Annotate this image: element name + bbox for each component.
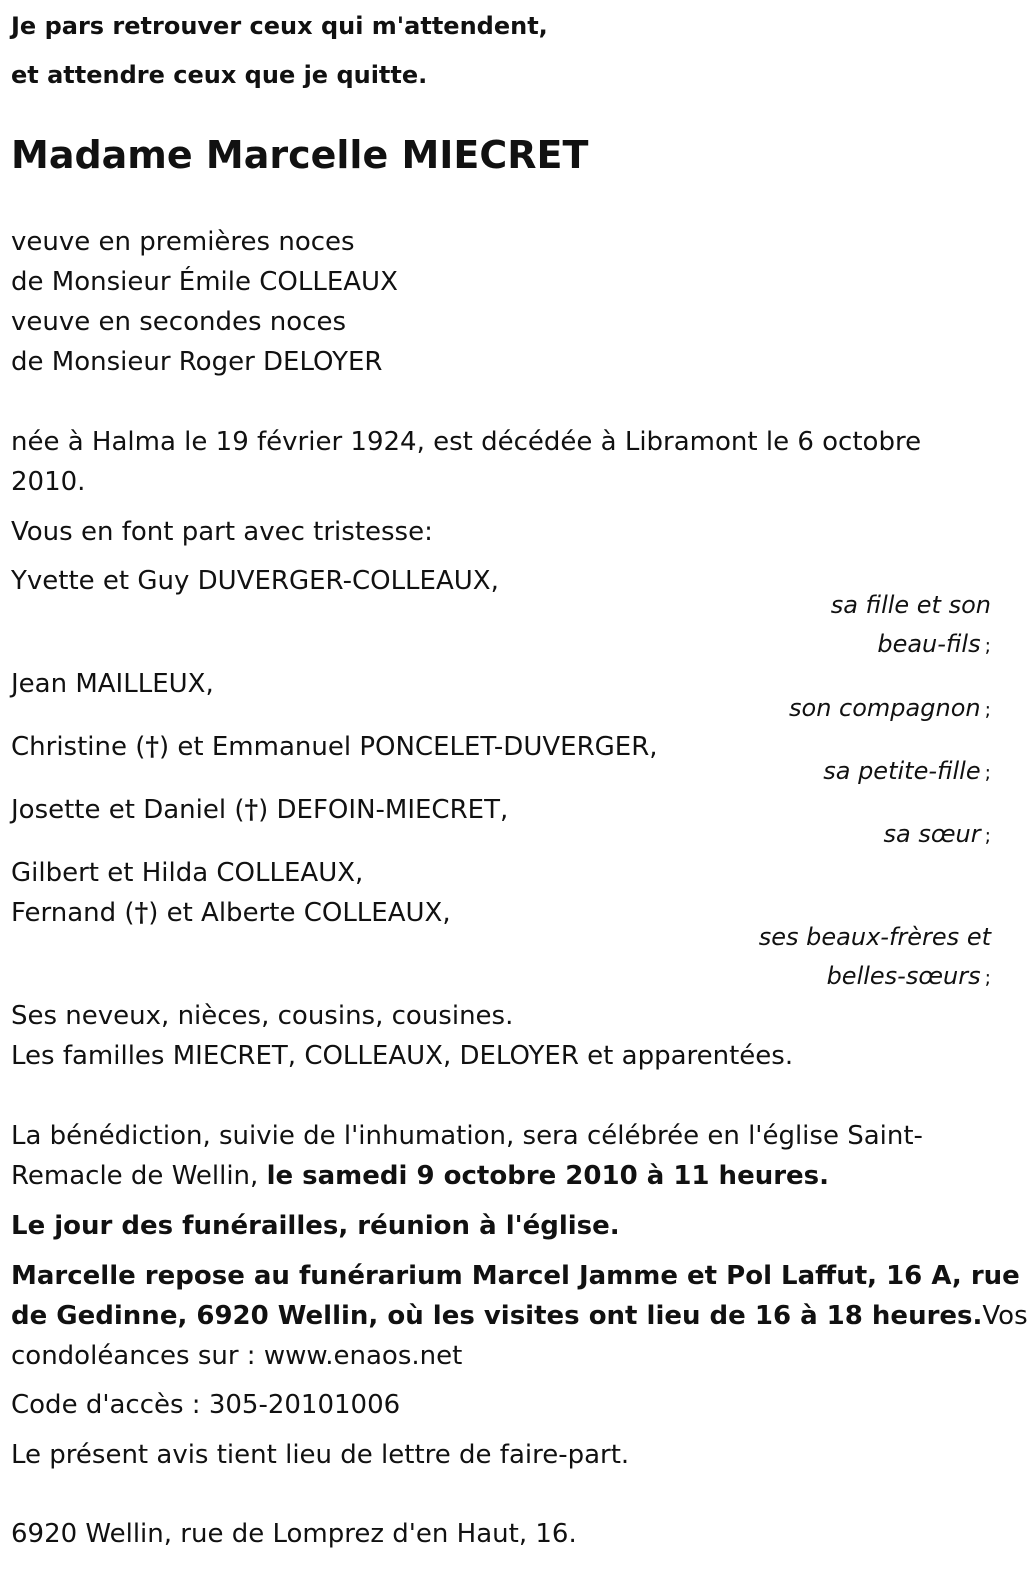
family-role-56b: belles-sœurs ; (826, 962, 991, 990)
widow-line-3: veuve en secondes noces (11, 307, 347, 337)
funerarium-line-1: Marcelle repose au funérarium Marcel Jamme et Pol Laffut, 16 A, rue (11, 1261, 1020, 1291)
family-role-1b: beau-fils ; (877, 630, 991, 658)
family-role-3: sa petite-fille ; (823, 757, 991, 785)
deceased-cross-icon: † (244, 795, 259, 825)
birth-death-line-1: née à Halma le 19 février 1924, est décédée à Libramont le 6 octobre (11, 427, 922, 457)
ceremony-line-1: La bénédiction, suivie de l'inhumation, sera célébrée en l'église Saint- (11, 1121, 923, 1151)
widow-line-2: de Monsieur Émile COLLEAUX (11, 267, 398, 297)
family-name-3: Christine (†) et Emmanuel PONCELET-DUVERGER, (11, 732, 658, 762)
family-role-2: son compagnon ; (789, 694, 991, 722)
meeting-line: Le jour des funérailles, réunion à l'église. (11, 1211, 620, 1241)
motto-line-1: Je pars retrouver ceux qui m'attendent, (11, 12, 548, 40)
announce-line: Vous en font part avec tristesse: (11, 517, 433, 547)
family-name-1: Yvette et Guy DUVERGER-COLLEAUX, (11, 566, 499, 596)
widow-line-4: de Monsieur Roger DELOYER (11, 347, 383, 377)
funerarium-line-3: condoléances sur : www.enaos.net (11, 1341, 463, 1371)
address-line: 6920 Wellin, rue de Lomprez d'en Haut, 16. (11, 1519, 577, 1549)
family-name-4: Josette et Daniel (†) DEFOIN-MIECRET, (11, 795, 509, 825)
deceased-cross-icon: † (134, 898, 149, 928)
family-name-5: Gilbert et Hilda COLLEAUX, (11, 858, 364, 888)
family-role-1a: sa fille et son (830, 591, 991, 619)
family-role-4: sa sœur ; (883, 820, 991, 848)
family-role-56a: ses beaux-frères et (758, 923, 991, 951)
family-name-2: Jean MAILLEUX, (11, 669, 214, 699)
ceremony-line-2: Remacle de Wellin, le samedi 9 octobre 2010 à 11 heures. (11, 1161, 830, 1191)
funerarium-line-2: de Gedinne, 6920 Wellin, où les visites ont lieu de 16 à 18 heures.Vos (11, 1301, 1028, 1331)
notice-line: Le présent avis tient lieu de lettre de faire-part. (11, 1440, 630, 1470)
widow-line-1: veuve en premières noces (11, 227, 355, 257)
relatives-line-2: Les familles MIECRET, COLLEAUX, DELOYER et apparentées. (11, 1041, 794, 1071)
motto-line-2: et attendre ceux que je quitte. (11, 61, 428, 89)
access-code: Code d'accès : 305-20101006 (11, 1390, 401, 1420)
relatives-line-1: Ses neveux, nièces, cousins, cousines. (11, 1001, 514, 1031)
deceased-name: Madame Marcelle MIECRET (11, 133, 589, 177)
family-name-6: Fernand (†) et Alberte COLLEAUX, (11, 898, 451, 928)
deceased-cross-icon: † (145, 732, 160, 762)
birth-death-line-2: 2010. (11, 467, 86, 497)
